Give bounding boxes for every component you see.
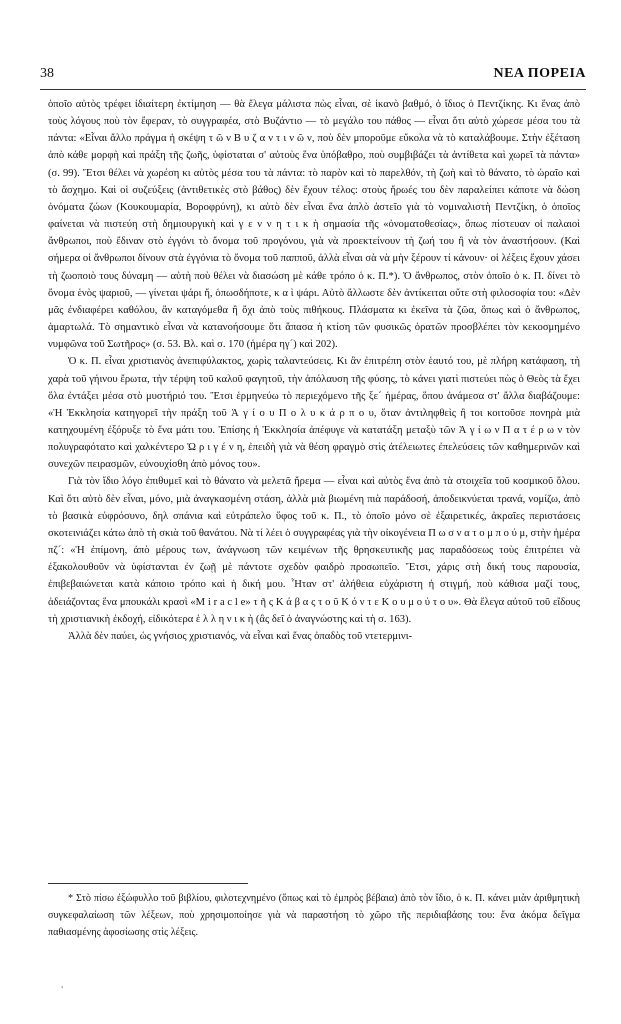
paragraph: Γιὰ τὸν ἴδιο λόγο ἐπιθυμεῖ καὶ τὸ θάνατο νὰ μελετᾶ ἤρεμα — εἶναι καὶ αὐτὸς ἕνα ἀπὸ τὰ στοιχεῖα τοῦ κοσμικοῦ ὅλου. Καὶ ὅτι αὐτὸ δὲν εἶναι, μόνο, μιὰ ἀναγκασμένη στάση, ἀλλὰ μιὰ βιωμένη πιὰ παράδοσή, ἀποδεικνύεται τρανά, νομίζω, ἀπὸ τὸ βασικὰ εὐφρόσυνο, δηλ σπάνια καὶ εὐτράπελο ὕφος τοῦ κ. Π., τὸ ὁποῖο μόνο σὲ ἐξαιρετικές, ἀκραῖες περιστάσεις σκοτεινιάζει κάτω ἀπὸ τὴ σκιὰ τοῦ θανάτου. Νὰ τί λέει ὁ συγγραφέας γιὰ τὴν οἰκογένεια Π ω σ ν α τ ο μ π ο ύ μ, στὴν ἡμέρα πζ´: «Ἡ ἐπίμονη, ἀπὸ μέρους των, ἀνάγνωση τῶν κειμένων τῆς θρησκευτικῆς μας παραδόσεως τοὺς ἐπιτρέπει νὰ ἐξακολουθοῦν νὰ ὑφίστανται ἐν ζωῇ μὲ πάντοτε σχεδὸν φαιδρὸ προσωπεῖο. Ἔτσι, χάρις στὴ δική τους παρουσία, ἐπιβεβαιώνεται κατὰ κάποιο τρόπο καὶ ἡ δική μου. Ἦταν στ' ἀλήθεια εὐχάριστη ἡ στιγμή, ποὺ κάθισα μαζί τους, ἀδειάζοντας ἕνα μπουκάλι κρασὶ «M i r a c l e» τ ῆ ς Κ ά β α ς τ ο ῦ Κ ό ν τ ε Κ ο υ μ ο ύ τ ο υ». Θὰ ἔλεγα αὐτοῦ τοῦ εἴδους τὴ χριστιανικὴ ἐκδοχή, εἰδικότερα ἑ λ λ η ν ι κ ὴ (ἂς δεῖ ὁ ἀναγνώστης καὶ τὴ σ. 163).: [48, 476, 580, 625]
footnote: * Στὸ πίσω ἐξώφυλλο τοῦ βιβλίου, φιλοτεχνημένο (ὅπως καὶ τὸ ἐμπρὸς βέβαια) ἀπὸ τὸν ἴδιο, ὁ κ. Π. κάνει μιὰν ἀριθμητικὴ συγκεφαλαίωση τῶν λέξεων, ποὺ χρησιμοποίησε γιὰ νὰ παραστήση τὸ χῶρο τῆς περιδιαβάσης του: ἕνα ἀκόμα δεῖγμα παθιασμένης ἀφοσίωσης στὶς λέξεις.: [48, 893, 580, 938]
paragraph: ὁποῖο αὐτὸς τρέφει ἰδιαίτερη ἐκτίμηση — θὰ ἔλεγα μάλιστα πὼς εἶναι, σὲ ἱκανὸ βαθμό, ὁ ἴδιος ὁ Πεντζίκης. Κι ἕνας ἀπὸ τοὺς λόγους ποὺ τὸν ἔφεραν, τὸ συγγραφέα, στὸ Βυζάντιο — τὸ μεγάλο του πάθος — εἶναι ὅτι αὐτὸ χώρεσε μέσα του τὰ πάντα: «Εἶναι ἄλλο πράγμα ἡ σκέψη τ ῶ ν Β υ ζ α ν τ ι ν ῶ ν, ποὺ δὲν μποροῦμε εὔκολα νὰ τὸ καταλάβουμε. Στὴν ἐξέταση ἀπὸ κάθε μορφὴ καὶ πράξη τῆς ζωῆς, ὑφίσταται σ' αὐτοὺς ἕνα ὑπόβαθρο, ποὺ συμβιβάζει τὰ ἀντίθετα καὶ χωρεῖ τὰ πάντα» (σ. 99). Ἔτσι θέλει νὰ χωρέση κι αὐτὸς μέσα του τὰ πάντα: τὸ παρὸν καὶ τὸ παρελθόν, τὴ ζωὴ καὶ τὸ θάνατο, τὸ ὡραῖο καὶ τὸ ἄσχημο. Καὶ οἱ συζεύξεις (ἀντιθετικὲς στὸ βάθος) δὲν ἔχουν τέλος: στοὺς ἥρωές του δὲν παραλείπει κάποτε νὰ δώση ὀνόματα ζώων (Κουκουμαρία, Βοροφρύνη), κι αὐτὸ δὲν εἶναι ἕνα ἁπλὸ ἀστεῖο γιὰ τὸ νομιναλιστὴ Πεντζίκη, ὁ ὁποῖος φαίνεται νὰ πιστεύη στὴ δημιουργικὴ καὶ γ ε ν ν η τ ι κ ὴ σημασία τῆς «ὀνοματοθεσίας», ὅπως πίστευαν οἱ παλαιοὶ ἄνθρωποι, ποὺ ἔδιναν στὸ ἐγγόνι τὸ ὄνομα τοῦ προγόνου, γιὰ νὰ προεκτείνουν τὴ ζωή του ἢ νὰ τὸν ἀναστήσουν. (Καὶ σήμερα οἱ ἄνθρωποι δίνουν στὰ ἐγγόνια τὸ ὄνομα τοῦ παπποῦ, ἀλλὰ εἶναι σὰ νὰ μὴν ξέρουν τί κάνουν· οἱ λέξεις ἔχουν χάσει τὴ ζωοποιὸ τους δύναμη — αὐτὴ ποὺ θέλει νὰ διασώση μὲ κάθε τρόπο ὁ κ. Π.*). Ὁ ἄνθρωπος, στὸν ὁποῖο ὁ κ. Π. δίνει τὸ ὄνομα ἑνὸς ψαριοῦ, — γίνεται ψάρι ἤ, ὁπωσδήποτε, κ α ὶ ψάρι. Αὐτὸ ἄλλωστε δὲν ἀντίκειται οὔτε στὴ φιλοσοφία του: «Δὲν μᾶς ἐνδιαφέρει καθόλου, ἂν καταγόμεθα ἢ ὄχι ἀπὸ τοὺς πιθήκους. Πλάσματα κι ἐκεῖνα τὰ ζῶα, ὅπως καὶ ὁ ἄνθρωπος, ἁμαρτωλά. Τὸ σημαντικὸ εἶναι νὰ κατανοήσουμε ὅτι ἅπασα ἡ κτίση τῶν φυσικῶς ὁρατῶν προσβλέπει τὸν κεκοσμημένο νυμφῶνα τοῦ Σωτῆρος» (σ. 53. Βλ. καὶ σ. 170 (ἡμέρα ηγ´) καὶ 202).: [48, 99, 580, 351]
running-header: [40, 66, 586, 86]
page-number: 38: [40, 66, 54, 81]
footnote-rule: [48, 883, 248, 884]
journal-title: ΝΕΑ ΠΟΡΕΙΑ: [493, 66, 586, 81]
paragraph: Ἀλλὰ δὲν παύει, ὡς γνήσιος χριστιανός, νὰ εἶναι καὶ ἕνας ὀπαδὸς τοῦ ντετερμινι-: [68, 630, 413, 642]
paragraph: Ὁ κ. Π. εἶναι χριστιανὸς ἀνεπιφύλακτος, χωρὶς ταλαντεύσεις. Κι ἂν ἐπιτρέπη στὸν ἑαυτό του, μὲ πλήρη κατάφαση, τὴ χαρὰ τοῦ γήινου ἔρωτα, τὴν τέρψη τοῦ καλοῦ φαγητοῦ, τὴν ἀπόλαυση τῆς φύσης, τὸ κάνει γιατὶ πιστεύει πὼς ὁ Θεὸς τὰ ἔχει ὅλα ἐντάξει μέσα στὸ μυστήριό του. Ἔτσι ἑρμηνεύω τὸ περιεχόμενο τῆς ξε´ ἡμέρας, ὅπου ἀνάμεσα στ' ἄλλα διαβάζουμε: «Ἡ Ἐκκλησία κατηγορεῖ τὴν πράξη τοῦ Ἁ γ ί ο υ Π ο λ υ κ ά ρ π ο υ, ὅταν ἀντιληφθεὶς ἢ τοι κοιτοῦσε πονηρὰ μιὰ κατηχουμένη ἐξόρυξε τὸ ἕνα μάτι του. Ἐπίσης ἡ Ἐκκλησία ἀπέφυγε νὰ κατατάξη μεταξὺ τῶν Ἁ γ ί ω ν Π α τ έ ρ ω ν τὸν πολυγραφότατο καὶ χαλκέντερο Ὠ ρ ι γ έ ν η, ἐπειδὴ γιὰ νὰ θέση φραγμὸ στὶς ἀτέλειωτες ἐπελεύσεις τῶν καθημερινῶν καὶ συνεχῶν πειρασμῶν, εὐνουχίσθη ἀπὸ μόνος του».: [48, 356, 580, 471]
margin-mark: ': [61, 985, 64, 994]
header-rule: [40, 89, 586, 90]
article-body: [48, 96, 580, 645]
